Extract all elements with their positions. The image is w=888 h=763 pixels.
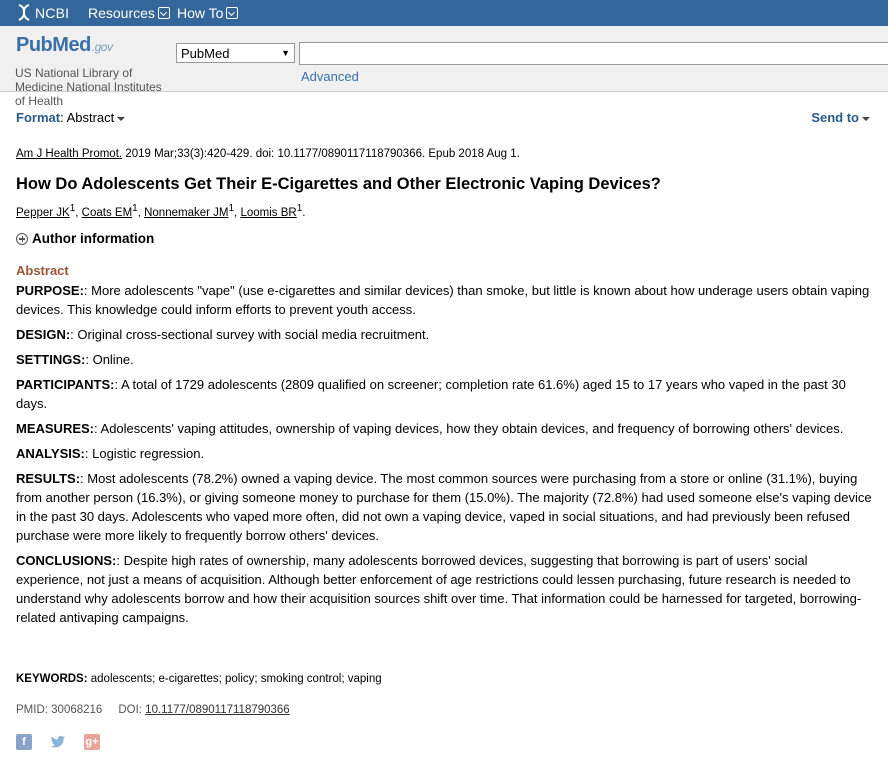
section-text: Most adolescents (78.2%) owned a vaping device. The most common sources were purchasing from a store or online (31.1%), buying from another person (16.3%), or giving someone money to purchase for them (15.0%). The majority (72.8%) had used someone else's vaping device in the past 30 days. Adolescents who vaped more often, did not own a vaping device, vaped in social situations, and had previously been refused purchase were more likely to frequently borrow others' devices. <box>16 471 872 543</box>
section-label: CONCLUSIONS: <box>16 553 117 568</box>
logo-pub: Pub <box>16 34 53 56</box>
author-affiliation: 1 <box>296 203 303 214</box>
section-label: DESIGN: <box>16 327 71 342</box>
social-share <box>16 734 100 750</box>
article-identifiers <box>16 704 290 716</box>
pmid-value: 30068216 <box>51 704 103 716</box>
author-affiliation: 1 <box>132 203 138 214</box>
section-text: Despite high rates of ownership, many adolescents borrowed devices, suggesting that borrowing is part of users' social experience, not just a means of acquisition. Although better enforcement of age restrictions could lessen purchasing, future research is needed to understand why adolescents borrow and how their acquisition sources shift over time. That information could be harnessed for targeted, borrowing-related antivaping campaigns. <box>16 553 862 625</box>
section-text: Adolescents' vaping attitudes, ownership of vaping devices, how they obtain devices, and frequency of borrowing others' devices. <box>100 421 844 436</box>
section-text: More adolescents "vape" (use e-cigarettes and similar devices) than smoke, but little is known about how underage users obtain vaping devices. This knowledge could inform efforts to prevent youth access. <box>16 283 870 317</box>
nlm-link[interactable]: US National Library of Medicine National Institutes of Health <box>15 66 162 108</box>
abstract-heading: Abstract <box>16 263 69 278</box>
pubmed-header <box>0 26 888 108</box>
format-selector[interactable] <box>16 110 125 125</box>
section-text: Original cross-sectional survey with social media recruitment. <box>77 327 430 342</box>
abstract-section-measures: MEASURES:: Adolescents' vaping attitudes, ownership of vaping devices, how they obtain devices, and frequency of borrowing others' devices. <box>16 421 844 436</box>
pubmed-logo[interactable] <box>16 34 112 57</box>
send-to-menu[interactable] <box>811 110 870 125</box>
format-label: Format <box>16 110 61 125</box>
pmid-label: PMID: <box>16 704 48 716</box>
search-input[interactable] <box>299 42 888 65</box>
author-affiliation: 1 <box>228 203 235 214</box>
doi-link[interactable]: 10.1177/0890117118790366 <box>145 704 290 716</box>
keywords-label: KEYWORDS: <box>16 673 88 685</box>
author-list: Pepper $JK^1$, Coats $EM^1$, Nonnemaker $JM^1$, Loomis $BR^1$. <box>16 203 306 219</box>
keywords-text: adolescents; e-cigarettes; policy; smoking control; vaping <box>90 673 382 685</box>
caret-down-icon <box>862 117 870 121</box>
ncbi-helix-icon <box>16 4 32 21</box>
author-link[interactable]: Pepper JK <box>16 206 70 219</box>
abstract-section-analysis: ANALYSIS:: Logistic regression. <box>16 446 205 461</box>
resources-menu[interactable] <box>88 5 170 21</box>
abstract-section-settings: SETTINGS:: Online. <box>16 352 134 367</box>
author-information-label: Author information <box>32 231 155 246</box>
abstract-section-participants: PARTICIPANTS:: A total of 1729 adolescents (2809 qualified on screener; completion rate 61.6%) aged 15 to 17 years who vaped in the past 30 days. <box>16 377 846 411</box>
citation-line <box>16 148 520 160</box>
twitter-icon[interactable] <box>50 734 66 750</box>
how-to-menu[interactable] <box>177 5 238 21</box>
pmid <box>16 704 102 716</box>
abstract-section-conclusions: CONCLUSIONS:: Despite high rates of ownership, many adolescents borrowed devices, suggesting that borrowing is part of users' social experience, not just a means of acquisition. Although better enforcement of age restrictions could lessen purchasing, future research is needed to understand why adolescents borrow and how their acquisition sources shift over time. That information could be harnessed for targeted, borrowing-related antivaping campaigns. <box>16 553 862 625</box>
twitter-bird-icon <box>50 735 66 749</box>
article-title: How Do Adolescents Get Their E-Cigarettes and Other Electronic Vaping Devices? <box>16 175 661 193</box>
section-label: RESULTS: <box>16 471 81 486</box>
keywords <box>16 673 382 685</box>
send-to-label: Send to <box>811 110 859 125</box>
author-link[interactable]: Loomis BR <box>240 206 297 219</box>
section-label: ANALYSIS: <box>16 446 85 461</box>
section-label: PARTICIPANTS: <box>16 377 115 392</box>
ncbi-logo-text: NCBI <box>35 4 70 21</box>
section-text: Logistic regression. <box>92 446 205 461</box>
section-label: PURPOSE: <box>16 283 84 298</box>
citation-details: 2019 Mar;33(3):420-429. doi: 10.1177/0890117118790366. Epub 2018 Aug 1. <box>125 148 520 160</box>
caret-down-icon <box>117 117 125 121</box>
author-link[interactable]: Nonnemaker JM <box>144 206 229 219</box>
resources-menu-label: Resources <box>88 5 155 21</box>
google-plus-icon[interactable]: g+ <box>85 736 99 748</box>
logo-gov: .gov <box>91 40 113 54</box>
how-to-menu-label: How To <box>177 5 224 21</box>
journal-link[interactable]: Am J Health Promot. <box>16 148 123 160</box>
format-value: Abstract <box>66 110 115 125</box>
abstract-section-purpose: PURPOSE:: More adolescents "vape" (use e-cigarettes and similar devices) than smoke, but little is known about how underage users obtain vaping devices. This knowledge could inform efforts to prevent youth access. <box>16 283 870 317</box>
author-link[interactable]: Coats EM <box>81 206 133 219</box>
expand-plus-icon <box>16 233 28 245</box>
doi-label: DOI: <box>118 704 142 716</box>
abstract-body <box>16 281 872 633</box>
facebook-icon[interactable]: f <box>16 734 32 750</box>
section-text: A total of 1729 adolescents (2809 qualified on screener; completion rate 61.6%) aged 15 to 17 years who vaped in the past 30 days. <box>16 377 846 411</box>
author-information-toggle[interactable] <box>16 231 154 246</box>
format-colon: : <box>60 110 67 125</box>
database-select-value: PubMed <box>181 45 230 61</box>
chevron-down-icon <box>158 7 170 19</box>
ncbi-top-bar <box>0 0 888 26</box>
abstract-section-results: RESULTS:: Most adolescents (78.2%) owned a vaping device. The most common sources were purchasing from a store or online (31.1%), buying from another person (16.3%), or giving someone money to purchase for them (15.0%). The majority (72.8%) had used someone else's vaping device in the past 30 days. Adolescents who vaped more often, did not own a vaping device, vaped in social situations, and had previously been refused purchase were more likely to frequently borrow others' devices. <box>16 471 872 543</box>
doi <box>118 704 289 716</box>
dropdown-arrow-icon: ▼ <box>281 48 290 58</box>
chevron-down-icon <box>226 7 238 19</box>
section-label: SETTINGS: <box>16 352 86 367</box>
database-select[interactable] <box>176 43 295 63</box>
logo-med: Med <box>52 34 91 56</box>
author-affiliation: 1 <box>69 203 76 214</box>
advanced-search-link[interactable]: Advanced <box>301 69 359 84</box>
section-text: Online. <box>92 352 134 367</box>
abstract-section-design: DESIGN:: Original cross-sectional survey with social media recruitment. <box>16 327 430 342</box>
section-label: MEASURES: <box>16 421 95 436</box>
ncbi-logo[interactable] <box>16 4 69 21</box>
